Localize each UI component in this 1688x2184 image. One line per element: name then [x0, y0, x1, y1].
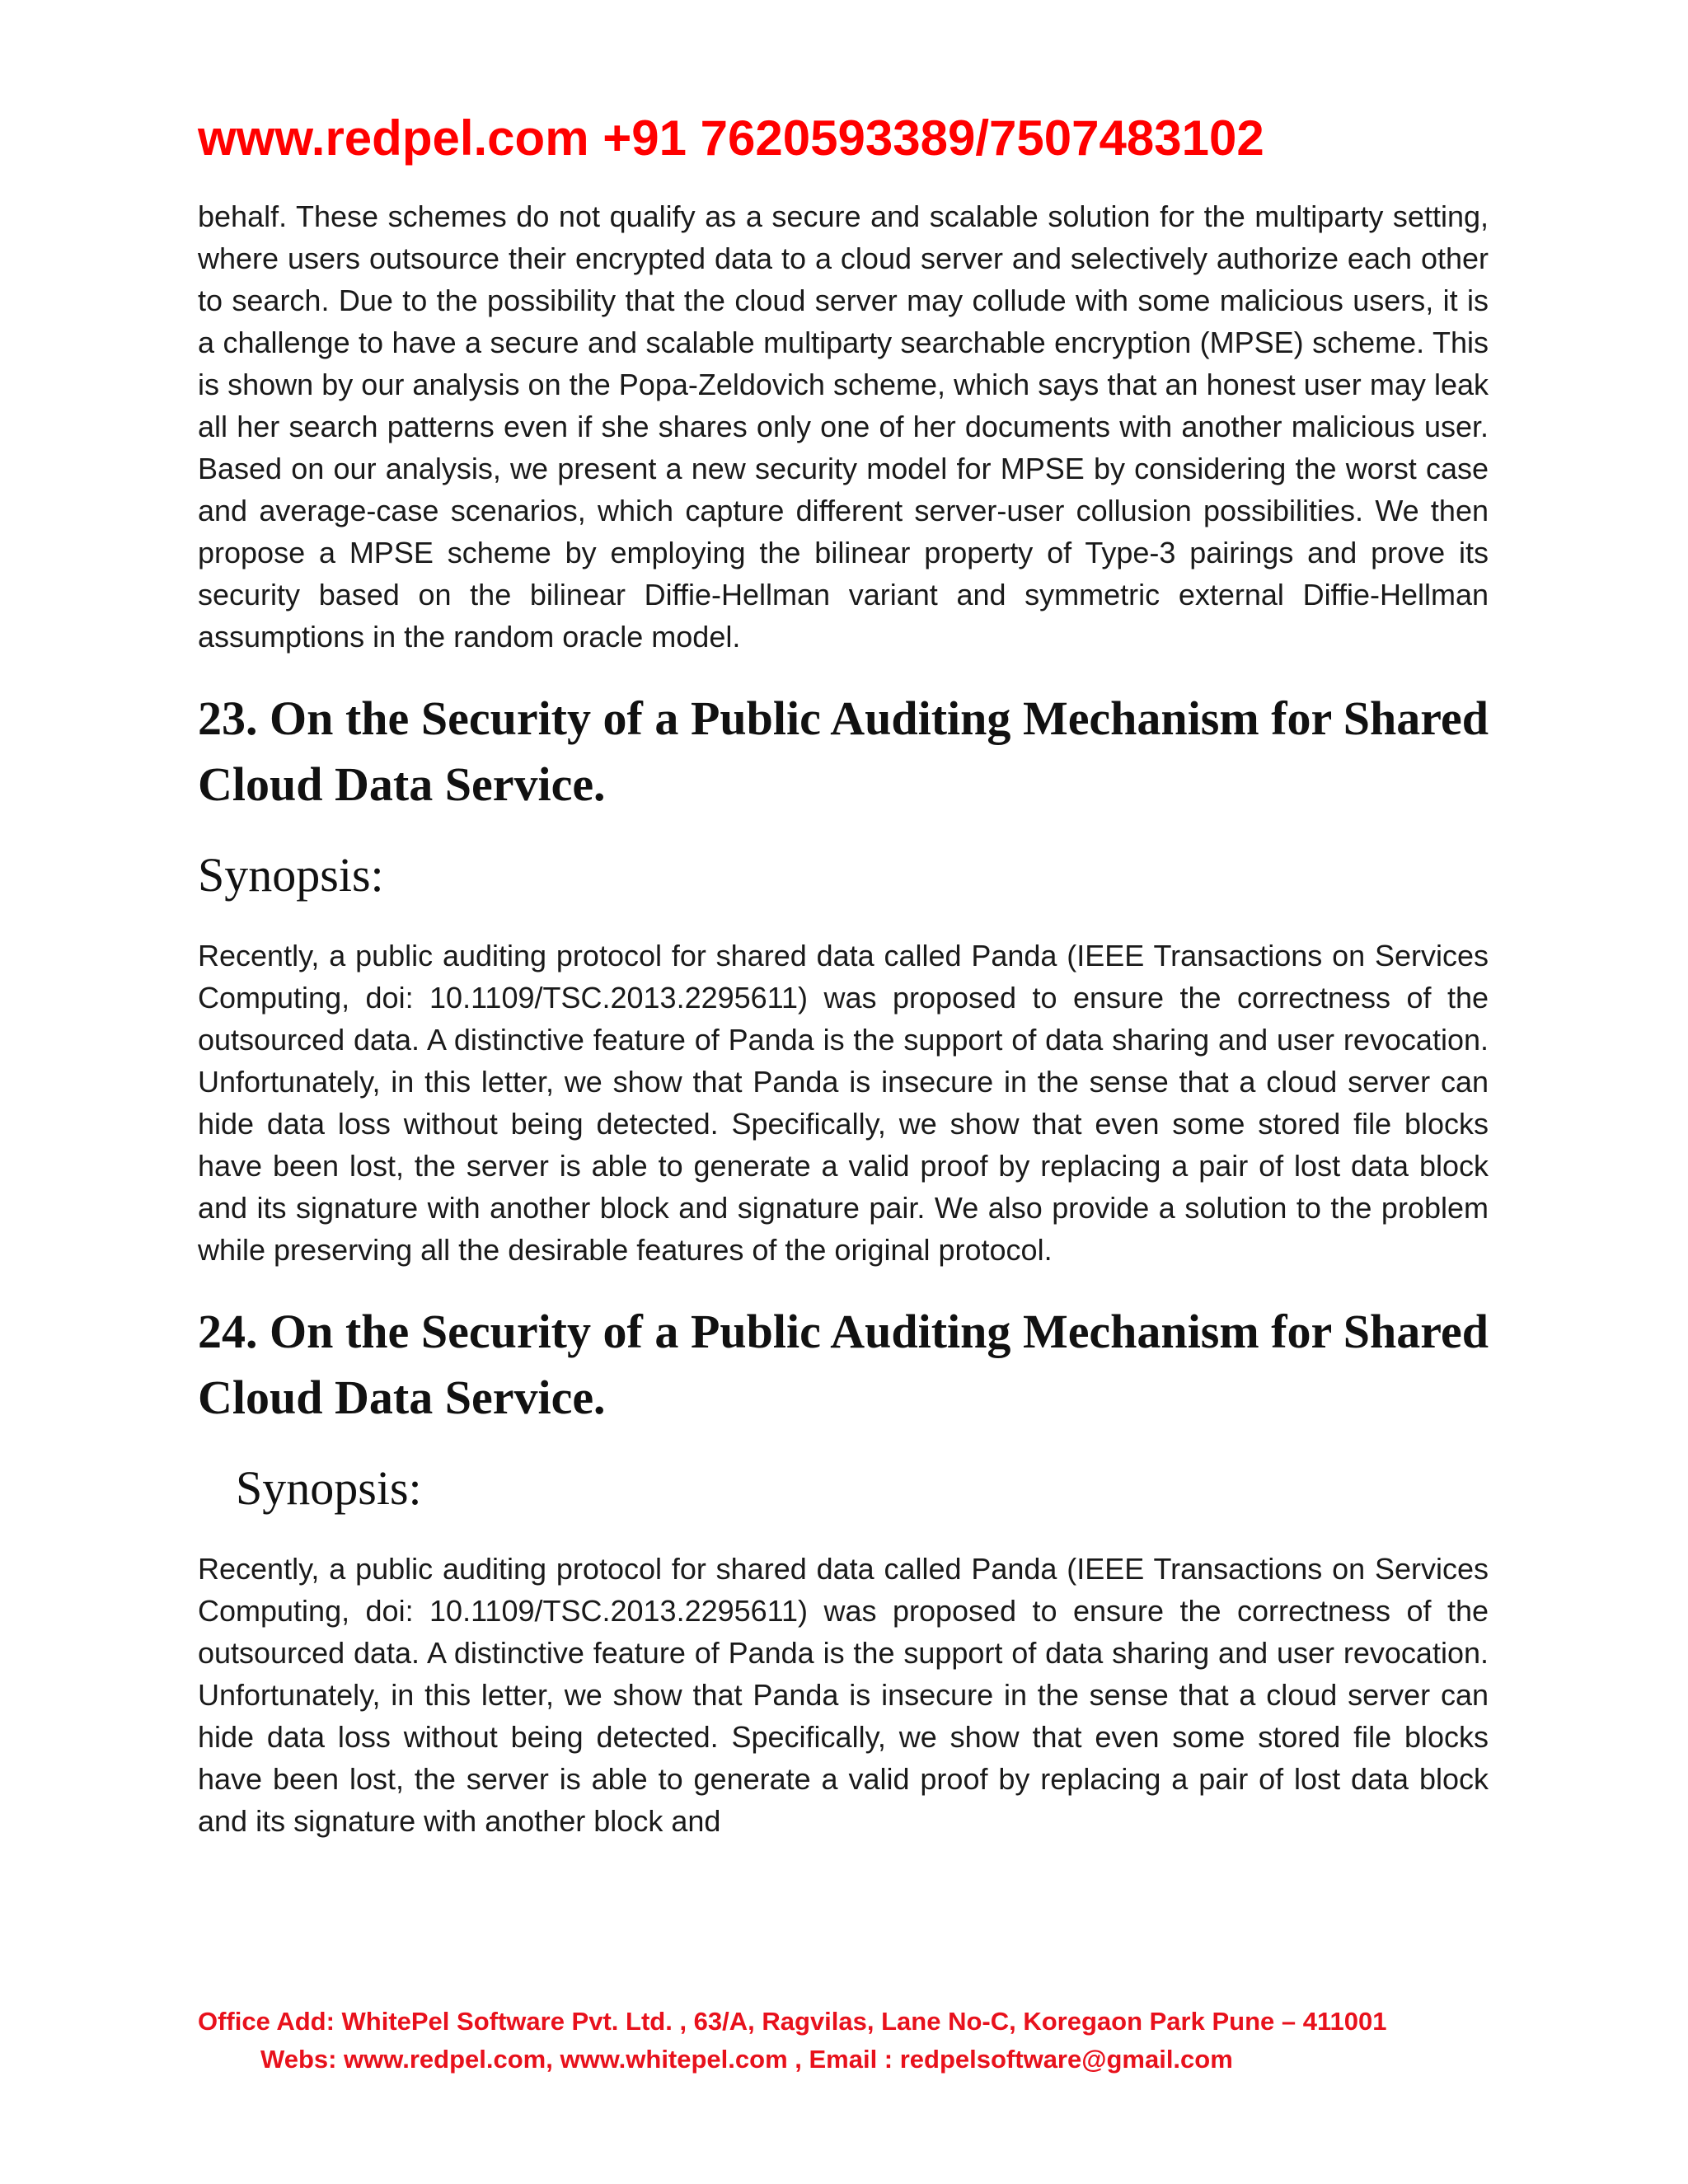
document-body [198, 195, 1489, 1842]
synopsis-label-23: Synopsis: [198, 848, 384, 902]
synopsis-text-24: Recently, a public auditing protocol for shared data called Panda (IEEE Transactions on Services Computing, doi: 10.1109/TSC.2013.2295611) was proposed to ensure the correctness of the outsourced data. A distinctive feature of Panda is the support of data sharing and user revocation. Unfortunately, in this letter, we show that Panda is insecure in the sense that a cloud server can hide data loss without being detected. Specifically, we show that even some stored file blocks have been lost, the server is able to generate a valid proof by replacing a pair of lost data block and its signature with another block and [198, 1552, 1489, 1838]
synopsis-text-23: Recently, a public auditing protocol for shared data called Panda (IEEE Transactions on Services Computing, doi: 10.1109/TSC.2013.2295611) was proposed to ensure the correctness of the outsourced data. A distinctive feature of Panda is the support of data sharing and user revocation. Unfortunately, in this letter, we show that Panda is insecure in the sense that a cloud server can hide data loss without being detected. Specifically, we show that even some stored file blocks have been lost, the server is able to generate a valid proof by replacing a pair of lost data block and its signature with another block and signature pair. We also provide a solution to the problem while preserving all the desirable features of the original protocol. [198, 939, 1489, 1267]
synopsis-label-24: Synopsis: [236, 1461, 422, 1515]
abstract-continuation: behalf. These schemes do not qualify as a secure and scalable solution for the multiparty setting, where users outsource their encrypted data to a cloud server and selectively authorize each other to search. Due to the possibility that the cloud server may collude with some malicious users, it is a challenge to have a secure and scalable multiparty searchable encryption (MPSE) scheme. This is shown by our analysis on the Popa-Zeldovich scheme, which says that an honest user may leak all her search patterns even if she shares only one of her documents with another malicious user. Based on our analysis, we present a new security model for MPSE by considering the worst case and average-case scenarios, which capture different server-user collusion possibilities. We then propose a MPSE scheme by employing the bilinear property of Type-3 pairings and prove its security based on the bilinear Diffie-Hellman variant and symmetric external Diffie-Hellman assumptions in the random oracle model. [198, 199, 1489, 654]
section-heading-24: 24. On the Security of a Public Auditing Mechanism for Shared Cloud Data Service. [198, 1305, 1489, 1424]
footer-address: Office Add: WhitePel Software Pvt. Ltd. , 63/A, Ragvilas, Lane No-C, Koregaon Park Pune – 411001 [198, 2007, 1387, 2036]
header-contact: www.redpel.com +91 7620593389/7507483102 [198, 110, 1264, 166]
footer [198, 2003, 1517, 2079]
section-heading-23: 23. On the Security of a Public Auditing Mechanism for Shared Cloud Data Service. [198, 691, 1489, 811]
footer-webs: Webs: www.redpel.com, www.whitepel.com , Email : redpelsoftware@gmail.com [260, 2045, 1233, 2074]
